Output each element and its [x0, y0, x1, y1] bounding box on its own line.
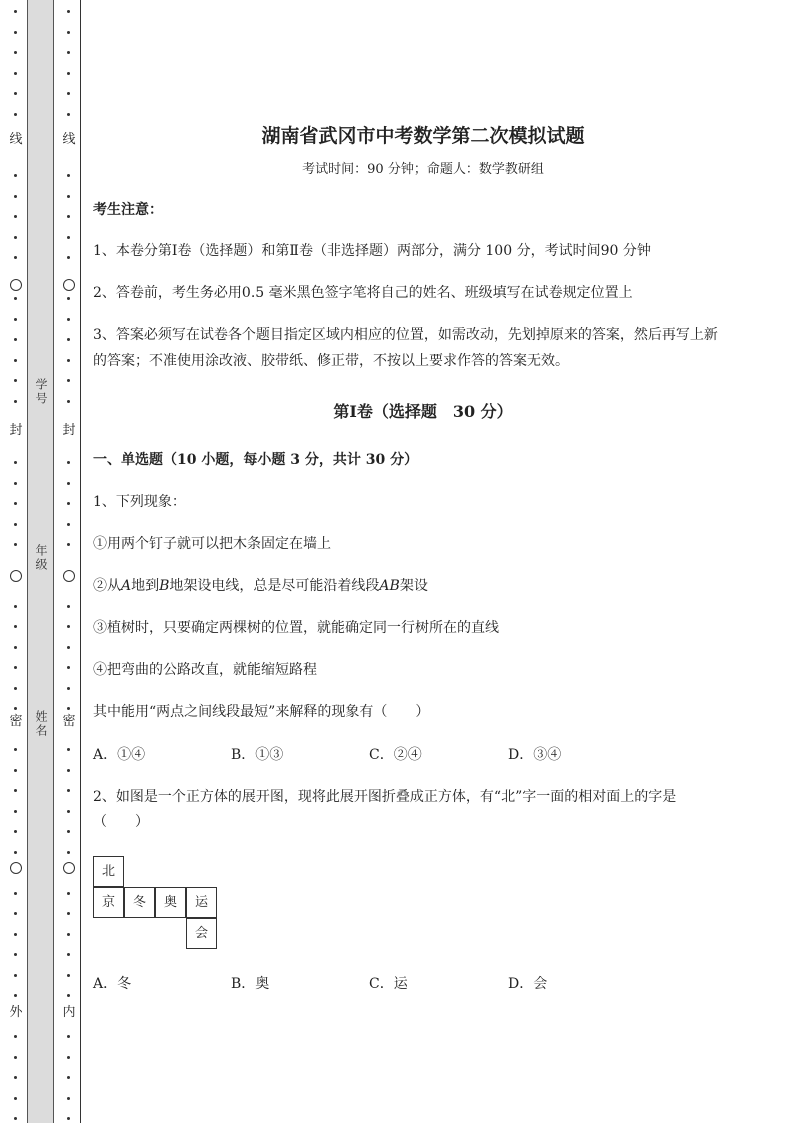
cut-line-dot — [14, 174, 17, 177]
cut-line-dot — [67, 748, 70, 751]
q1-option-c[interactable]: C．②④ — [369, 747, 422, 763]
cut-line-dot — [67, 933, 70, 936]
cut-line-dot — [67, 605, 70, 608]
q1-item-4: ④把弯曲的公路改直，就能缩短路程 — [93, 662, 317, 678]
cut-line-dot — [14, 51, 17, 54]
cut-line-dot — [14, 769, 17, 772]
cut-line-dot — [14, 92, 17, 95]
cut-line-dot — [67, 974, 70, 977]
q1-item-2-text: 架设 — [399, 578, 428, 594]
cut-line-dot — [14, 625, 17, 628]
notice-item-1: 1、本卷分第Ⅰ卷（选择题）和第Ⅱ卷（非选择题）两部分，满分 100 分，考试时间90 分钟 — [93, 243, 651, 259]
cut-line-dot — [67, 51, 70, 54]
cut-line-dot — [14, 1076, 17, 1079]
cut-line-dot — [14, 851, 17, 854]
outer-cut-line — [8, 0, 24, 1123]
cut-line-dot — [67, 461, 70, 464]
notice-item-2: 2、答卷前，考生务必用0.5 毫米黑色签字笔将自己的姓名、班级填写在试卷规定位置上 — [93, 285, 633, 301]
binding-hole-marker — [10, 862, 22, 874]
net-cell-top: 北 — [93, 856, 124, 887]
q1-option-a[interactable]: A．①④ — [93, 747, 146, 763]
cut-line-dot — [14, 1056, 17, 1059]
cut-line-dot — [67, 1056, 70, 1059]
binding-margin — [0, 0, 82, 1123]
cut-line-dot — [14, 707, 17, 710]
notice-item-3-line-2: 的答案；不准使用涂改液、胶带纸、修正带，不按以上要求作答的答案无效。 — [93, 353, 569, 369]
notice-item-3-line-1: 3、答案必须写在试卷各个题目指定区域内相应的位置，如需改动，先划掉原来的答案，然后再写上新 — [93, 327, 718, 343]
cut-line-dot — [14, 461, 17, 464]
cut-line-dot — [67, 338, 70, 341]
cut-line-dot — [14, 687, 17, 690]
cut-line-dot — [14, 543, 17, 546]
inner-label-mi: 密 — [62, 714, 76, 729]
q2-stem-line-1: 2、如图是一个正方体的展开图，现将此展开图折叠成正方体，有“北”字一面的相对面上的字是 — [93, 789, 677, 805]
cut-line-dot — [67, 523, 70, 526]
cut-line-dot — [67, 113, 70, 116]
cut-line-dot — [67, 379, 70, 382]
binding-hole-marker — [63, 570, 75, 582]
net-cell: 奥 — [155, 887, 186, 918]
q2-option-d[interactable]: D．会 — [508, 976, 548, 992]
cut-line-dot — [14, 256, 17, 259]
cut-line-dot — [67, 769, 70, 772]
cut-line-dot — [67, 92, 70, 95]
cut-line-dot — [14, 215, 17, 218]
cut-line-dot — [67, 256, 70, 259]
cut-line-dot — [67, 31, 70, 34]
margin-border-line — [80, 0, 81, 1123]
cut-line-dot — [14, 10, 17, 13]
cut-line-dot — [14, 359, 17, 362]
cut-line-dot — [14, 318, 17, 321]
outer-label-xian: 线 — [9, 132, 23, 147]
cut-line-dot — [67, 1097, 70, 1100]
cut-line-dot — [14, 400, 17, 403]
cut-line-dot — [67, 400, 70, 403]
cut-line-dot — [67, 646, 70, 649]
cut-line-dot — [14, 338, 17, 341]
cut-line-dot — [67, 72, 70, 75]
page-title: 湖南省武冈市中考数学第二次模拟试题 — [261, 125, 585, 147]
segment-ab: AB — [379, 578, 400, 594]
q2-option-b[interactable]: B．奥 — [231, 976, 270, 992]
cut-line-dot — [14, 523, 17, 526]
part-1-title: 第Ⅰ卷（选择题 30 分） — [333, 402, 513, 421]
cut-line-dot — [14, 953, 17, 956]
q1-item-2-text: 地到 — [131, 578, 160, 594]
grade-label: 年级 — [34, 544, 48, 572]
q1-stem: 1、下列现象： — [93, 494, 186, 510]
cut-line-dot — [14, 379, 17, 382]
q2-option-a[interactable]: A．冬 — [93, 976, 132, 992]
grade-field — [27, 544, 54, 577]
exam-info: 考试时间：90 分钟；命题人：数学教研组 — [302, 162, 544, 177]
cut-line-dot — [14, 830, 17, 833]
cut-line-dot — [14, 1035, 17, 1038]
cut-line-dot — [14, 502, 17, 505]
cut-line-dot — [67, 1076, 70, 1079]
q2-option-c[interactable]: C．运 — [369, 976, 408, 992]
outer-label-wai: 外 — [9, 1005, 23, 1020]
cut-line-dot — [67, 215, 70, 218]
cut-line-dot — [67, 789, 70, 792]
point-a: A — [121, 578, 132, 594]
inner-label-feng: 封 — [62, 423, 76, 438]
q1-item-2-text: ②从 — [93, 578, 121, 594]
cut-line-dot — [67, 1117, 70, 1120]
student-id-field — [27, 378, 54, 411]
cut-line-dot — [14, 113, 17, 116]
student-id-label: 学号 — [34, 378, 48, 406]
cut-line-dot — [67, 953, 70, 956]
cut-line-dot — [67, 1035, 70, 1038]
cut-line-dot — [67, 543, 70, 546]
name-field — [27, 710, 54, 743]
cut-line-dot — [14, 933, 17, 936]
cut-line-dot — [14, 72, 17, 75]
cut-line-dot — [14, 666, 17, 669]
q1-item-3: ③植树时，只要确定两棵树的位置，就能确定同一行树所在的直线 — [93, 620, 499, 636]
cut-line-dot — [14, 605, 17, 608]
cut-line-dot — [67, 318, 70, 321]
cut-line-dot — [14, 1097, 17, 1100]
inner-label-nei: 内 — [62, 1005, 76, 1020]
cut-line-dot — [67, 482, 70, 485]
net-cell-bottom: 会 — [186, 918, 217, 949]
cut-line-dot — [14, 748, 17, 751]
cut-line-dot — [67, 666, 70, 669]
cut-line-dot — [14, 297, 17, 300]
cut-line-dot — [67, 994, 70, 997]
q1-option-d[interactable]: D．③④ — [508, 747, 562, 763]
outer-label-mi: 密 — [9, 714, 23, 729]
cut-line-dot — [67, 10, 70, 13]
outer-label-feng: 封 — [9, 423, 23, 438]
q1-item-2-text: 地架设电线，总是尽可能沿着线段 — [169, 578, 380, 594]
binding-hole-marker — [10, 570, 22, 582]
cut-line-dot — [67, 174, 70, 177]
student-info-band — [27, 0, 54, 1123]
cut-line-dot — [67, 851, 70, 854]
q1-option-b[interactable]: B．①③ — [231, 747, 284, 763]
cut-line-dot — [14, 1117, 17, 1120]
cut-line-dot — [14, 994, 17, 997]
cut-line-dot — [67, 236, 70, 239]
cut-line-dot — [67, 359, 70, 362]
cut-line-dot — [67, 707, 70, 710]
inner-label-xian: 线 — [62, 132, 76, 147]
net-cell: 运 — [186, 887, 217, 918]
binding-hole-marker — [10, 279, 22, 291]
cut-line-dot — [67, 912, 70, 915]
cut-line-dot — [67, 625, 70, 628]
cut-line-dot — [67, 810, 70, 813]
q2-stem-line-2: （ ） — [93, 814, 149, 830]
q1-item-1: ①用两个钉子就可以把木条固定在墙上 — [93, 536, 331, 552]
cut-line-dot — [14, 892, 17, 895]
cut-line-dot — [67, 502, 70, 505]
inner-cut-line — [61, 0, 77, 1123]
cut-line-dot — [67, 892, 70, 895]
point-b: B — [159, 578, 170, 594]
cut-line-dot — [67, 687, 70, 690]
cut-line-dot — [14, 646, 17, 649]
cut-line-dot — [14, 31, 17, 34]
cut-line-dot — [67, 297, 70, 300]
cut-line-dot — [14, 912, 17, 915]
cut-line-dot — [67, 830, 70, 833]
cut-line-dot — [14, 974, 17, 977]
cut-line-dot — [14, 482, 17, 485]
cut-line-dot — [14, 236, 17, 239]
q1-question: 其中能用“两点之间线段最短”来解释的现象有（ ） — [93, 704, 430, 720]
cut-line-dot — [14, 789, 17, 792]
cut-line-dot — [14, 195, 17, 198]
name-label: 姓名 — [34, 710, 48, 738]
binding-hole-marker — [63, 279, 75, 291]
net-cell: 京 — [93, 887, 124, 918]
notice-heading: 考生注意： — [93, 202, 163, 218]
binding-hole-marker — [63, 862, 75, 874]
q1-item-2 — [93, 576, 428, 596]
section-heading: 一、单选题（10 小题，每小题 3 分，共计 30 分） — [93, 452, 419, 468]
net-cell: 冬 — [124, 887, 155, 918]
cut-line-dot — [14, 810, 17, 813]
cut-line-dot — [67, 195, 70, 198]
